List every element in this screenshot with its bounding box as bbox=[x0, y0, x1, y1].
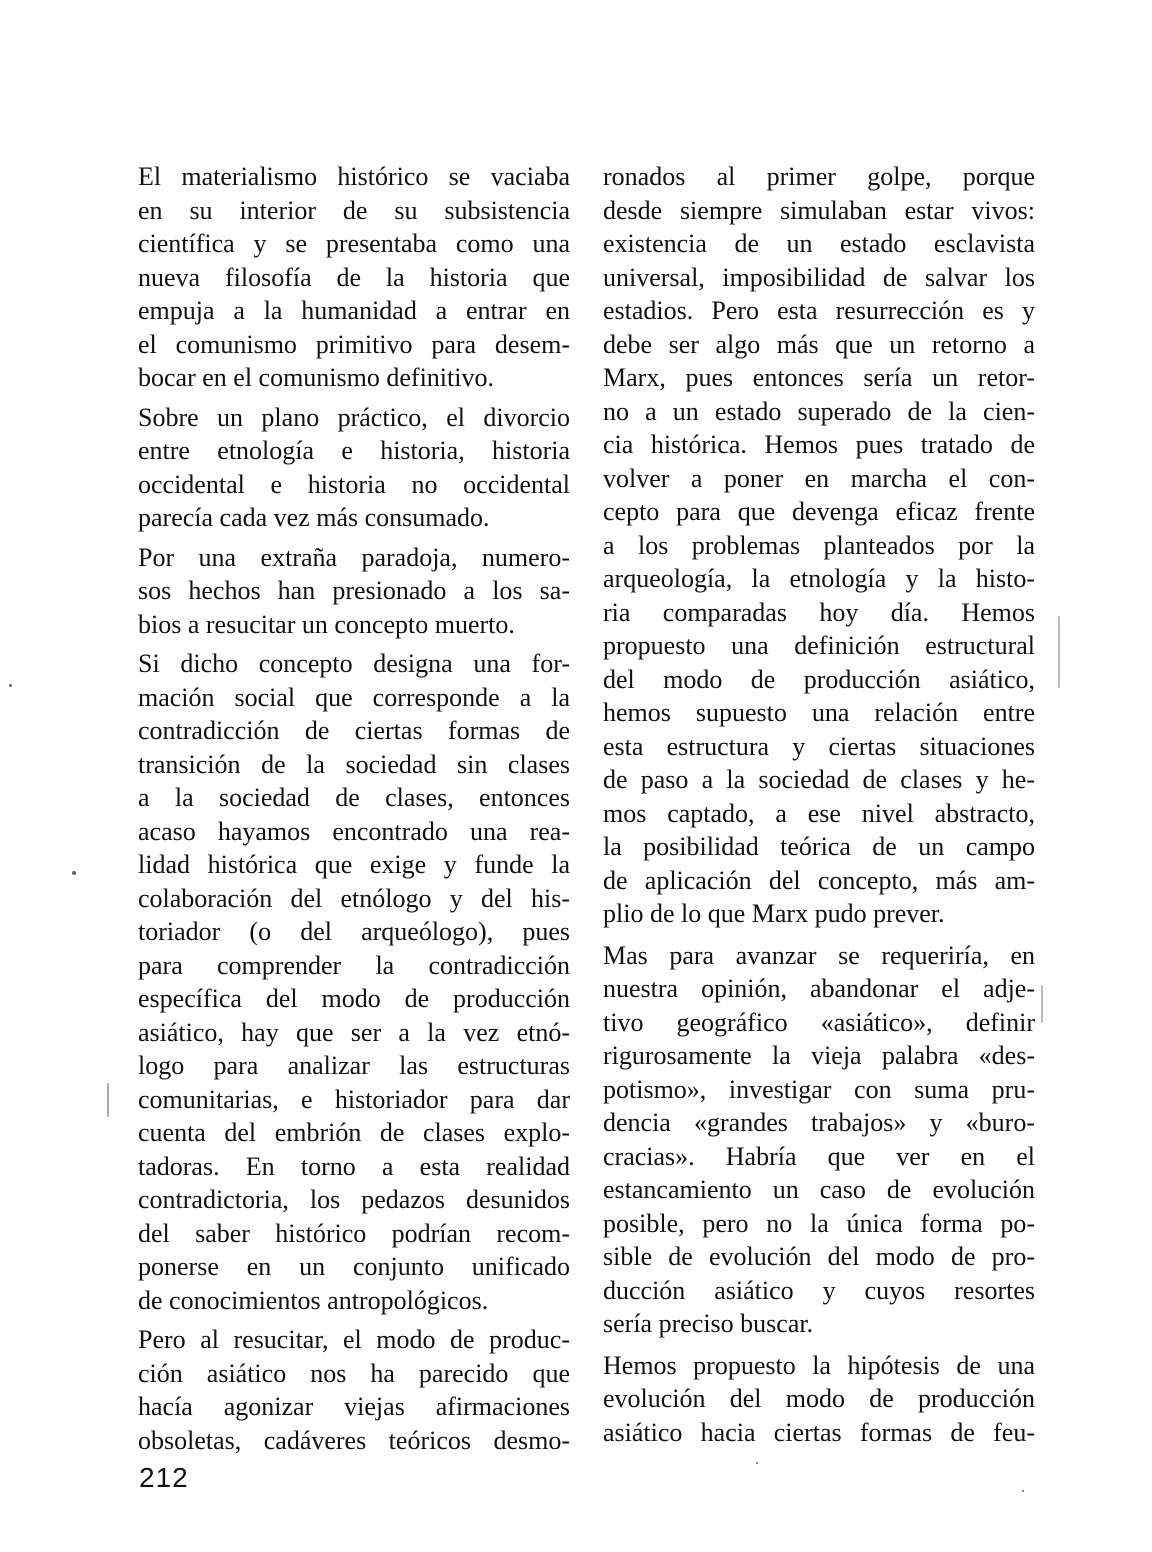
text-line: contradicción de ciertas formas de bbox=[138, 716, 570, 745]
text-line: ponerse en un conjunto unificado bbox=[138, 1252, 570, 1281]
text-line: acaso hayamos encontrado una rea- bbox=[138, 816, 570, 846]
text-line: parecía cada vez más consumado. bbox=[138, 503, 490, 532]
text-line: de paso a la sociedad de clases y he- bbox=[603, 765, 1035, 794]
paragraph-gap bbox=[603, 1341, 1035, 1349]
scan-speck bbox=[1058, 616, 1060, 688]
text-line: Marx, pues entonces sería un retor- bbox=[603, 363, 1035, 392]
right-text-column bbox=[603, 160, 1035, 1449]
text-line: entre etnología e historia, historia bbox=[138, 436, 570, 465]
scan-speck bbox=[1041, 985, 1043, 1023]
scan-speck bbox=[72, 871, 76, 875]
text-line: en su interior de su subsistencia bbox=[138, 195, 570, 225]
text-line: volver a poner en marcha el con- bbox=[603, 463, 1035, 493]
text-line: específica del modo de producción bbox=[138, 984, 570, 1013]
text-line: Por una extraña paradoja, numero- bbox=[138, 542, 570, 572]
text-line: Pero al resucitar, el modo de produc- bbox=[138, 1325, 570, 1354]
text-line: mos captado, a ese nivel abstracto, bbox=[603, 798, 1035, 828]
text-line: colaboración del etnólogo y del his- bbox=[138, 883, 570, 913]
text-line: ción asiático nos ha parecido que bbox=[138, 1358, 570, 1388]
text-line: posible, pero no la única forma po- bbox=[603, 1208, 1035, 1238]
text-line: la posibilidad teórica de un campo bbox=[603, 832, 1035, 861]
text-line: comunitarias, e historiador para dar bbox=[138, 1084, 570, 1114]
text-line: de conocimientos antropológicos. bbox=[138, 1285, 489, 1315]
text-line: Hemos propuesto la hipótesis de una bbox=[603, 1350, 1035, 1380]
text-line: a la sociedad de clases, entonces bbox=[138, 783, 570, 812]
text-line: El materialismo histórico se vaciaba bbox=[138, 162, 570, 191]
text-line: bocar en el comunismo definitivo. bbox=[138, 363, 494, 392]
text-line: de aplicación del concepto, más am- bbox=[603, 865, 1035, 895]
text-line: asiático, hay que ser a la vez etnó- bbox=[138, 1017, 570, 1047]
text-line: cepto para que devenga eficaz frente bbox=[603, 497, 1035, 526]
text-line: Sobre un plano práctico, el divorcio bbox=[138, 402, 570, 432]
text-line: del modo de producción asiático, bbox=[603, 664, 1035, 694]
paragraph bbox=[138, 160, 570, 395]
paragraph bbox=[603, 1349, 1035, 1450]
text-line: estadios. Pero esta resurrección es y bbox=[603, 296, 1035, 325]
text-line: del saber histórico podrían recom- bbox=[138, 1218, 570, 1248]
text-line: nueva filosofía de la historia que bbox=[138, 262, 570, 292]
text-line: asiático hacia ciertas formas de feu- bbox=[603, 1417, 1035, 1447]
text-line: logo para analizar las estructuras bbox=[138, 1051, 570, 1080]
paragraph bbox=[138, 541, 570, 642]
text-line: desde siempre simulaban estar vivos: bbox=[603, 195, 1035, 225]
text-line: sos hechos han presionado a los sa- bbox=[138, 576, 570, 605]
text-line: estancamiento un caso de evolución bbox=[603, 1175, 1035, 1204]
text-line: toriador (o del arqueólogo), pues bbox=[138, 917, 570, 946]
text-line: bios a resucitar un concepto muerto. bbox=[138, 609, 515, 639]
text-line: arqueología, la etnología y la histo- bbox=[603, 564, 1035, 593]
left-text-column bbox=[138, 160, 570, 1457]
text-line: hacía agonizar viejas afirmaciones bbox=[138, 1392, 570, 1421]
text-line: a los problemas planteados por la bbox=[603, 530, 1035, 560]
text-line: científica y se presentaba como una bbox=[138, 229, 570, 258]
text-line: mación social que corresponde a la bbox=[138, 682, 570, 712]
text-line: sible de evolución del modo de pro- bbox=[603, 1242, 1035, 1271]
scan-speck bbox=[107, 1083, 109, 1117]
paragraph bbox=[603, 939, 1035, 1341]
text-line: nuestra opinión, abandonar el adje- bbox=[603, 974, 1035, 1003]
text-line: evolución del modo de producción bbox=[603, 1384, 1035, 1413]
paragraph bbox=[138, 1323, 570, 1457]
text-line: ronados al primer golpe, porque bbox=[603, 162, 1035, 191]
text-line: dencia «grandes trabajos» y «buro- bbox=[603, 1108, 1035, 1137]
text-line: ducción asiático y cuyos resortes bbox=[603, 1275, 1035, 1305]
text-line: plio de lo que Marx pudo prever. bbox=[603, 899, 945, 928]
text-line: contradictoria, los pedazos desunidos bbox=[138, 1185, 570, 1214]
text-line: propuesto una definición estructural bbox=[603, 631, 1035, 660]
text-line: no a un estado superado de la cien- bbox=[603, 396, 1035, 426]
text-line: rigurosamente la vieja palabra «des- bbox=[603, 1041, 1035, 1070]
scan-speck bbox=[9, 684, 12, 687]
text-line: Si dicho concepto designa una for- bbox=[138, 649, 570, 678]
text-line: potismo», investigar con suma pru- bbox=[603, 1074, 1035, 1104]
text-line: obsoletas, cadáveres teóricos desmo- bbox=[138, 1425, 570, 1455]
scan-speck bbox=[756, 1462, 758, 1464]
text-line: transición de la sociedad sin clases bbox=[138, 749, 570, 779]
page-number: 212 bbox=[139, 1462, 189, 1493]
paragraph bbox=[138, 647, 570, 1317]
text-line: empuja a la humanidad a entrar en bbox=[138, 296, 570, 325]
text-line: cia histórica. Hemos pues tratado de bbox=[603, 430, 1035, 459]
paragraph bbox=[138, 401, 570, 535]
text-line: sería preciso buscar. bbox=[603, 1309, 814, 1338]
text-line: ria comparadas hoy día. Hemos bbox=[603, 597, 1035, 627]
text-line: universal, imposibilidad de salvar los bbox=[603, 262, 1035, 292]
text-line: cuenta del embrión de clases explo- bbox=[138, 1118, 570, 1147]
text-line: existencia de un estado esclavista bbox=[603, 229, 1035, 258]
text-line: hemos supuesto una relación entre bbox=[603, 698, 1035, 727]
text-line: cracias». Habría que ver en el bbox=[603, 1141, 1035, 1171]
paragraph bbox=[603, 160, 1035, 931]
text-line: occidental e historia no occidental bbox=[138, 469, 570, 499]
text-line: esta estructura y ciertas situaciones bbox=[603, 731, 1035, 761]
scan-speck bbox=[1022, 1490, 1024, 1492]
paragraph-gap bbox=[603, 931, 1035, 939]
text-line: tadoras. En torno a esta realidad bbox=[138, 1151, 570, 1181]
text-line: lidad histórica que exige y funde la bbox=[138, 850, 570, 879]
text-line: debe ser algo más que un retorno a bbox=[603, 329, 1035, 359]
text-line: tivo geográfico «asiático», definir bbox=[603, 1007, 1035, 1037]
text-line: Mas para avanzar se requeriría, en bbox=[603, 940, 1035, 970]
text-line: para comprender la contradicción bbox=[138, 950, 570, 980]
text-line: el comunismo primitivo para desem- bbox=[138, 329, 570, 359]
